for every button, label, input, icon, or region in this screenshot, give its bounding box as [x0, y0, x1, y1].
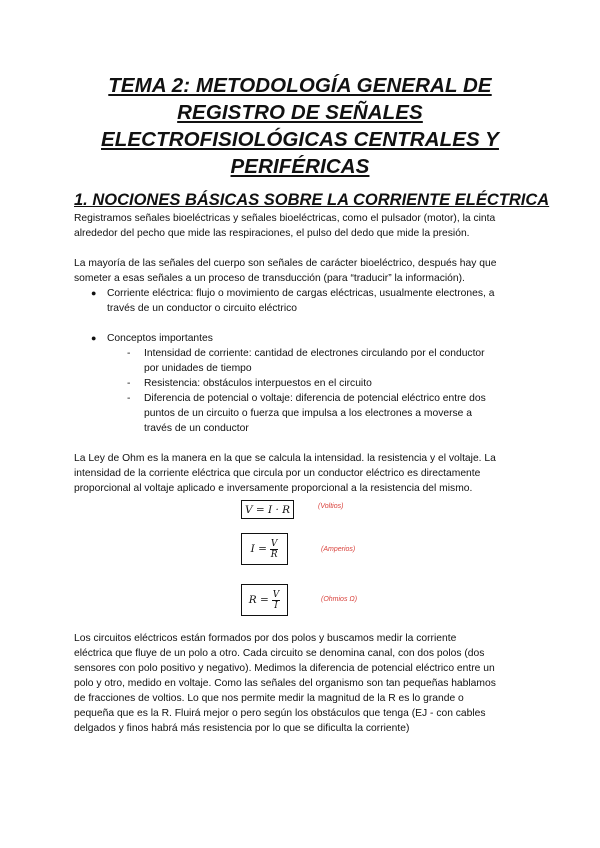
title-line: REGISTRO DE SEÑALES: [177, 101, 423, 124]
section-heading: 1. NOCIONES BÁSICAS SOBRE LA CORRIENTE ELÉCTRICA: [74, 191, 550, 209]
bullet-item-current: [107, 286, 539, 316]
text-line: eléctrica que fluye de un polo a otro. Cada circuito se denomina canal, con dos polos (dos: [74, 648, 485, 659]
title-line: PERIFÉRICAS: [230, 155, 370, 178]
text-line: proporcional al voltaje aplicado e inversamente proporcional a la resistencia del mismo.: [74, 483, 473, 494]
paragraph-intro: [74, 211, 536, 241]
page-title: [60, 72, 540, 180]
text-line: por unidades de tiempo: [144, 363, 252, 374]
fraction: [272, 590, 281, 611]
bullet-marker: ●: [91, 288, 97, 298]
fraction-numerator: V: [272, 589, 280, 600]
text-line: La mayoría de las señales del cuerpo son señales de carácter bioeléctrico, después hay que: [74, 258, 497, 269]
text-line: puntos de un circuito o fuerza que impulsa a los electrones a moverse a: [144, 408, 472, 419]
dash-marker: -: [127, 378, 131, 389]
paragraph-ohm-law: [74, 451, 536, 496]
bullet-item-concepts: Conceptos importantes: [107, 333, 213, 344]
formula-text: V = I · R: [244, 503, 291, 516]
title-line: TEMA 2: METODOLOGÍA GENERAL DE: [108, 74, 492, 97]
annotation-ohmios: (Ohmios Ω): [321, 596, 358, 603]
bullet-marker: ●: [91, 333, 97, 343]
formula-resistance: [241, 584, 288, 616]
text-line: polo y otro, medido en voltaje. Como las señales del organismo son tan pequeñas hablamos: [74, 678, 496, 689]
dash-marker: -: [127, 348, 131, 359]
formula-intensity: [241, 533, 288, 565]
text-line: de fracciones de voltios. Lo que nos permite medir la magnitud de la R es lo grande o: [74, 693, 464, 704]
fraction-denominator: R: [270, 549, 278, 560]
text-line: través de un conductor o circuito eléctrico: [107, 303, 298, 314]
annotation-voltios: (Voltios): [318, 503, 344, 510]
text-line: Corriente eléctrica: flujo o movimiento de cargas eléctricas, usualmente electrones, a: [107, 288, 495, 299]
sub-item-voltage: [144, 391, 540, 436]
text-line: sensores con polo positivo y negativo). Medimos la diferencia de potencial eléctrico entre un: [74, 663, 495, 674]
text-line: Intensidad de corriente: cantidad de electrones circulando por el conductor: [144, 348, 485, 359]
dash-marker: -: [127, 393, 131, 404]
formula-voltage: [241, 500, 294, 519]
text-line: someter a esas señales a un proceso de transducción (para “traducir” la información).: [74, 273, 465, 284]
text-line: intensidad de la corriente eléctrica que circula por un conductor eléctrico es directamente: [74, 468, 481, 479]
text-line: pequeña que es la R. Fluirá mejor o pero según los obstáculos que tenga (EJ - con cables: [74, 708, 486, 719]
text-line: alrededor del pecho que mide las respiraciones, el pulso del dedo que mide la presión.: [74, 228, 470, 239]
paragraph-circuits: [74, 631, 536, 736]
text-line: Registramos señales bioeléctricas y señales bioeléctricas, como el pulsador (motor), la cinta: [74, 213, 496, 224]
fraction: [270, 539, 279, 560]
text-line: Los circuitos eléctricos están formados por dos polos y buscamos medir la corriente: [74, 633, 457, 644]
paragraph-transduction: [74, 256, 536, 286]
sub-item-resistance: Resistencia: obstáculos interpuestos en el circuito: [144, 378, 372, 389]
text-line: través de un conductor: [144, 423, 249, 434]
fraction-denominator: I: [274, 600, 278, 611]
formula-lhs: R =: [248, 594, 269, 606]
fraction-numerator: V: [270, 538, 278, 549]
text-line: delgados y finos habrá más resistencia por lo que se dificulta la corriente): [74, 723, 410, 734]
title-line: ELECTROFISIOLÓGICAS CENTRALES Y: [101, 128, 499, 151]
sub-item-intensity: [144, 346, 540, 376]
annotation-amperios: (Amperios): [321, 546, 356, 553]
text-line: Diferencia de potencial o voltaje: diferencia de potencial eléctrico entre dos: [144, 393, 486, 404]
text-line: La Ley de Ohm es la manera en la que se calcula la intensidad. la resistencia y el voltaje. La: [74, 453, 496, 464]
formula-lhs: I =: [250, 543, 267, 555]
